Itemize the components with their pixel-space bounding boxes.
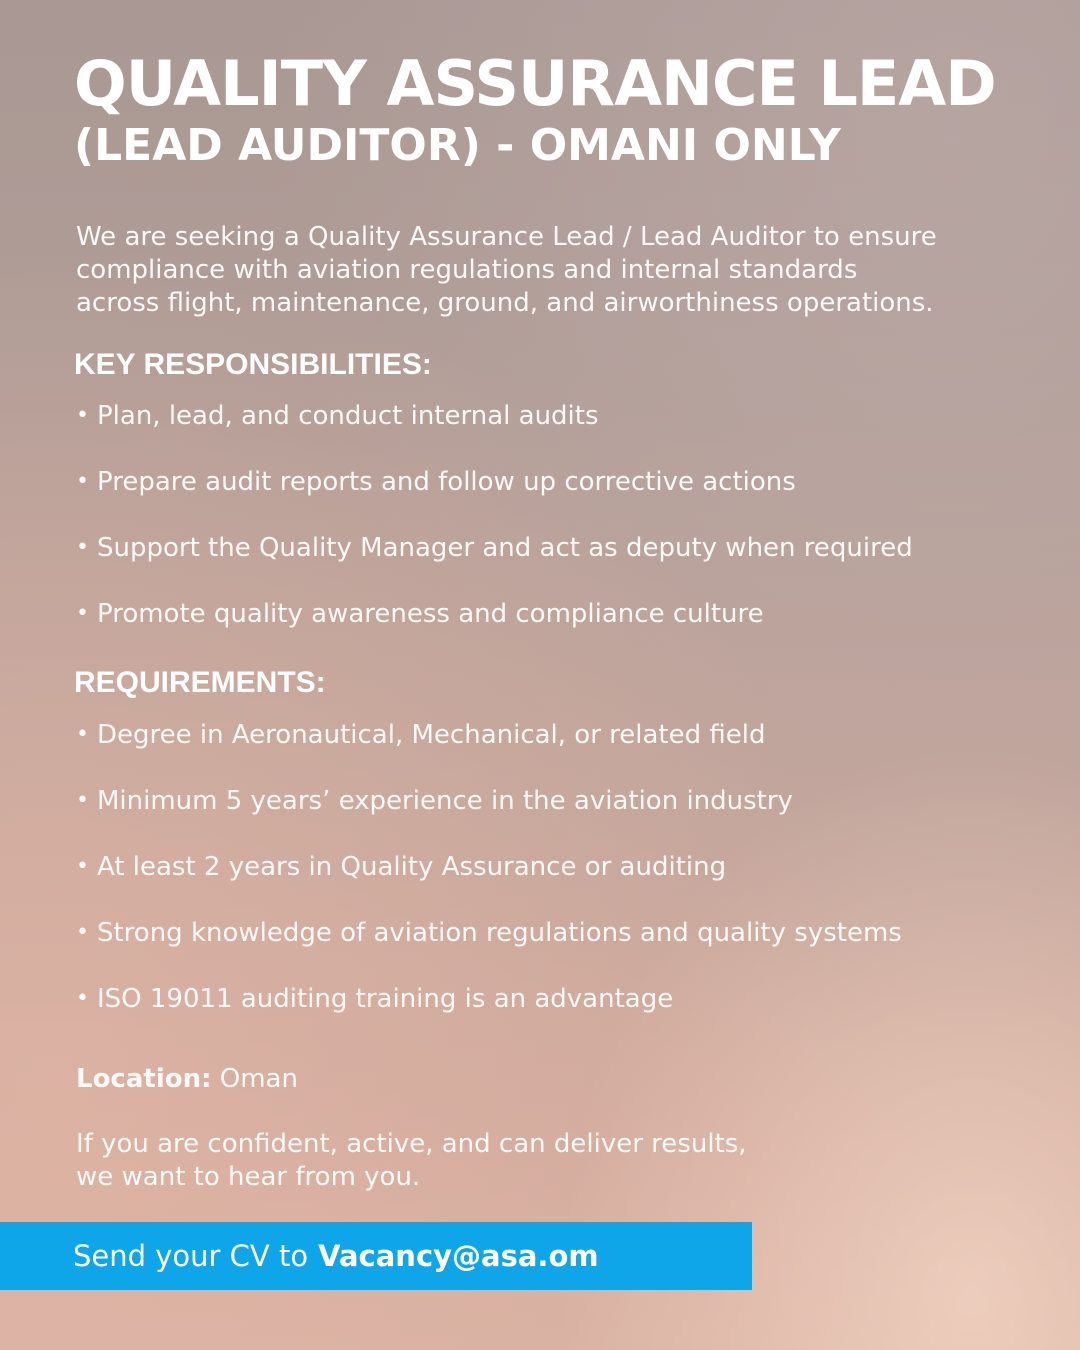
list-item — [76, 981, 902, 1047]
responsibilities-heading: KEY RESPONSIBILITIES: — [74, 348, 432, 381]
intro-line: We are seeking a Quality Assurance Lead / Lead Auditor to ensure — [76, 222, 937, 252]
vacancy-email-link[interactable]: Vacancy@asa.om — [318, 1239, 599, 1273]
intro-paragraph — [76, 221, 1036, 320]
intro-line: across flight, maintenance, ground, and airworthiness operations. — [76, 288, 934, 318]
bullet-icon: • — [76, 601, 89, 626]
intro-line: compliance with aviation regulations and internal standards — [76, 255, 858, 285]
closing-paragraph — [76, 1128, 747, 1194]
responsibilities-list — [76, 398, 913, 662]
list-item-text: Prepare audit reports and follow up corrective actions — [96, 467, 796, 497]
list-item-text: Degree in Aeronautical, Mechanical, or related field — [96, 720, 766, 750]
send-cv-banner — [0, 1222, 752, 1290]
list-item — [76, 915, 902, 981]
list-item — [76, 596, 913, 662]
bullet-icon: • — [76, 469, 89, 494]
cta-prefix: Send your CV to — [73, 1239, 309, 1273]
bullet-icon: • — [76, 788, 89, 813]
bullet-icon: • — [76, 854, 89, 879]
list-item-text: Promote quality awareness and compliance culture — [96, 599, 764, 629]
bullet-icon: • — [76, 535, 89, 560]
list-item — [76, 849, 902, 915]
job-subtitle: (LEAD AUDITOR) - OMANI ONLY — [74, 120, 841, 171]
list-item-text: Support the Quality Manager and act as deputy when required — [96, 533, 913, 563]
list-item — [76, 717, 902, 783]
closing-line: we want to hear from you. — [76, 1162, 421, 1192]
bullet-icon: • — [76, 722, 89, 747]
requirements-heading: REQUIREMENTS: — [74, 666, 326, 699]
location-label: Location: — [76, 1064, 212, 1094]
list-item-text: At least 2 years in Quality Assurance or auditing — [96, 852, 727, 882]
requirements-list — [76, 717, 902, 1047]
closing-line: If you are confident, active, and can deliver results, — [76, 1129, 747, 1159]
bullet-icon: • — [76, 920, 89, 945]
list-item — [76, 783, 902, 849]
list-item-text: Strong knowledge of aviation regulations and quality systems — [96, 918, 902, 948]
location-value: Oman — [219, 1064, 298, 1094]
job-title: QUALITY ASSURANCE LEAD — [74, 47, 996, 120]
list-item — [76, 530, 913, 596]
bullet-icon: • — [76, 986, 89, 1011]
list-item-text: Minimum 5 years’ experience in the aviation industry — [96, 786, 793, 816]
list-item-text: Plan, lead, and conduct internal audits — [96, 401, 599, 431]
list-item — [76, 398, 913, 464]
list-item — [76, 464, 913, 530]
list-item-text: ISO 19011 auditing training is an advantage — [96, 984, 674, 1014]
location-line — [76, 1062, 298, 1096]
bullet-icon: • — [76, 403, 89, 428]
